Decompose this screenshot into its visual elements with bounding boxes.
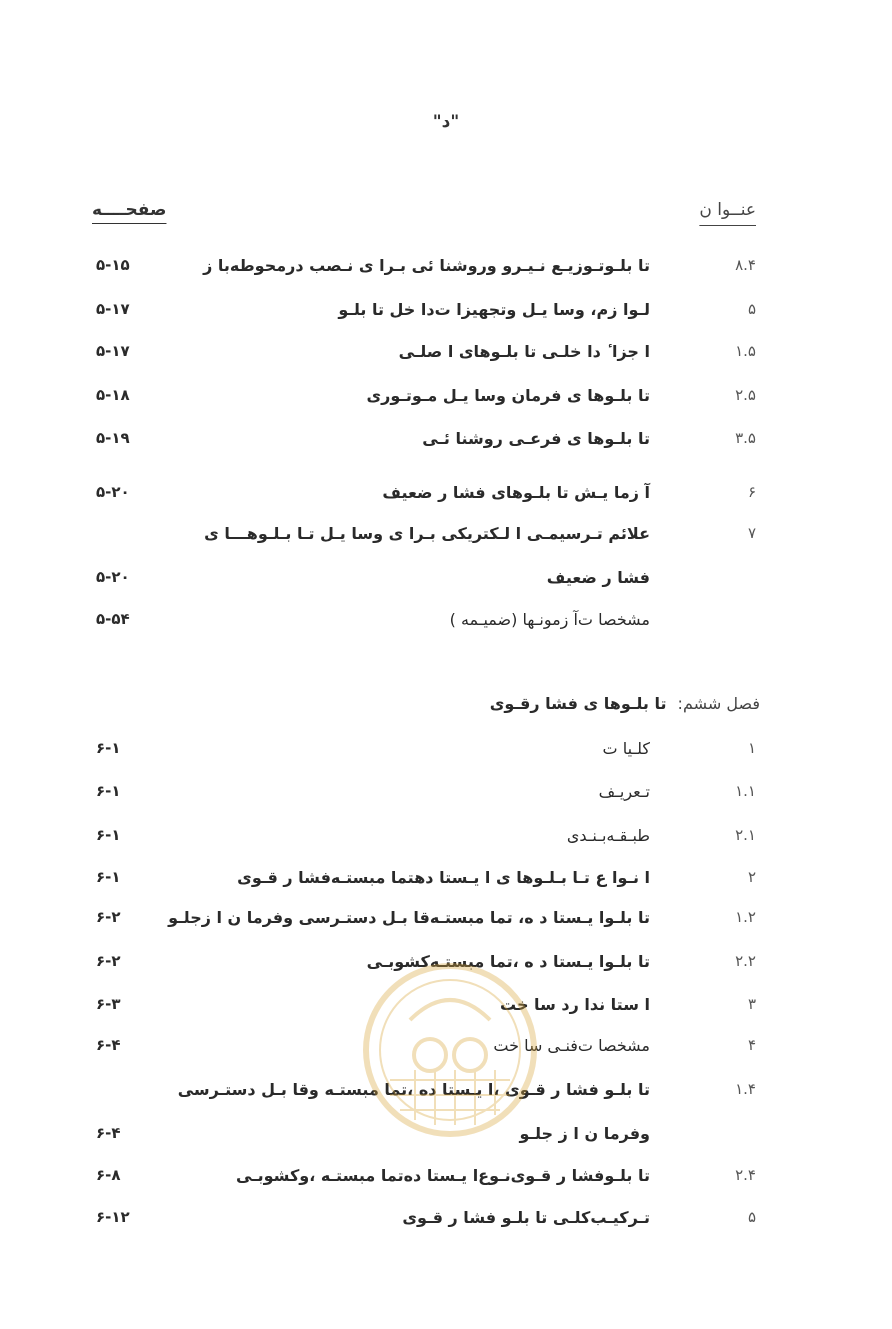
section-number: ۱.۲ [735,908,756,926]
section-number: ۴ [747,1036,756,1054]
section-number: ۳.۵ [735,429,756,447]
toc-row [0,902,892,936]
toc-row [0,250,892,284]
section-number: ۱ [747,739,756,757]
section-number: ۳ [747,995,756,1013]
section-number: ۲.۱ [735,826,756,844]
section-title: لـوا زم، وسا یـل وتجهیزا ت‌دا خل تا بلـو [338,300,650,319]
chapter-heading [490,694,760,713]
page-reference: ۵-۱۵ [96,256,130,274]
section-number: ۲.۴ [735,1166,756,1184]
section-number: ۱.۱ [735,782,756,800]
section-number: ۵ [747,300,756,318]
page-reference: ۶-۱ [96,739,121,757]
section-title: تـرکیـب‌کلـی تا بلـو فشا ر قـوی [402,1208,650,1227]
toc-row [0,518,892,552]
section-title: مشخصا ت‌آ زمونـها (ضمیـمه ) [449,610,650,629]
section-number: ۵ [747,1208,756,1226]
section-title: تا بلـوها ی فرمان وسا یـل مـوتـوری [366,386,650,405]
section-title: تا بلـو فشا ر قـوی ،ا یـستا ده ،تما مبستـه وقا بـل دستـرسی [177,1080,650,1099]
toc-row [0,776,892,810]
section-title: تـعریـف [598,782,650,801]
section-number: ۱.۴ [735,1080,756,1098]
section-number: ۲.۵ [735,386,756,404]
page-mark: "د" [432,112,460,132]
toc-row [0,1202,892,1236]
section-number: ۸.۴ [735,256,756,274]
page-reference: ۵-۱۷ [96,342,130,360]
section-title: تا بلـوفشا ر قـوی‌نـوع‌ا یـستا ده‌تما مبستـه ،وکشوبـی [235,1166,650,1185]
section-number: ۲.۲ [735,952,756,970]
toc-row [0,862,892,896]
page-reference: ۵-۱۹ [96,429,130,447]
section-title: فشا ر ضعیف [546,568,650,587]
page-reference: ۵-۲۰ [96,483,130,501]
toc-row [0,604,892,638]
section-title: تا بلـوا یـستا د ه، تما مبستـه‌قا بـل دستـرسی وفرما ن ا زجلـو [168,908,650,927]
section-title: وفرما ن ا ز جلـو [519,1124,650,1143]
toc-row [0,562,892,596]
toc-row [0,336,892,370]
section-number: ۶ [747,483,756,501]
section-number: ۲ [747,868,756,886]
section-title: طبـقـه‌بـنـدی [566,826,650,845]
toc-row [0,294,892,328]
chapter-title: تا بلـوها ی فشا رقـوی [489,694,667,713]
section-title: تا بلـوها ی فرعـی روشنا ئـی [422,429,650,448]
page-reference: ۶-۳ [96,995,121,1013]
page-reference: ۶-۲ [96,908,121,926]
toc-row [0,380,892,414]
page-reference: ۵-۱۸ [96,386,130,404]
section-number: ۷ [747,524,756,542]
toc-row [0,820,892,854]
page-reference: ۵-۵۴ [96,610,130,628]
section-title: مشخصا ت‌فنـی سا خت [493,1036,650,1055]
page-reference: ۶-۸ [96,1166,121,1184]
publisher-seal-watermark [360,960,540,1140]
chapter-label: فصل ششم: [677,694,760,713]
section-title: آ زما یـش تا بلـوهای فشا ر ضعیف [382,483,650,502]
section-title: تا بلـوا یـستا د ه ،تما مبستـه‌کشوبـی [366,952,650,971]
page-reference: ۶-۱ [96,826,121,844]
page-reference: ۶-۱ [96,782,121,800]
section-number: ۱.۵ [735,342,756,360]
title-column-header: عنــوا ن [699,200,756,220]
toc-row [0,423,892,457]
page-reference: ۶-۱۲ [96,1208,130,1226]
toc-row [0,733,892,767]
page-reference: ۶-۴ [96,1124,121,1142]
section-title: علائم تـرسیمـی ا لـکتریکی بـرا ی وسا یـل تـا بـلـوهـــا ی [204,524,650,543]
section-title: تا بلـوتـوزیـع نـیـرو وروشنا ئی بـرا ی نـصب درمحوطه‌با ز [203,256,650,275]
page-reference: ۶-۲ [96,952,121,970]
page-reference: ۶-۱ [96,868,121,886]
section-title: کلـیا ت [602,739,650,758]
page-reference: ۶-۴ [96,1036,121,1054]
section-title: ا جزا ٔ دا خلـی تا بلـوهای ا صلـی [398,342,650,361]
section-title: ا ستا ندا رد سا خت [500,995,650,1014]
page-column-header: صفحــــه [92,200,167,220]
section-title: ا نـوا ع تـا بـلـوها ی ا یـستا دهتما مبستـه‌فشا ر قـوی [237,868,650,887]
toc-row [0,1160,892,1194]
toc-row [0,477,892,511]
page-reference: ۵-۱۷ [96,300,130,318]
page-reference: ۵-۲۰ [96,568,130,586]
